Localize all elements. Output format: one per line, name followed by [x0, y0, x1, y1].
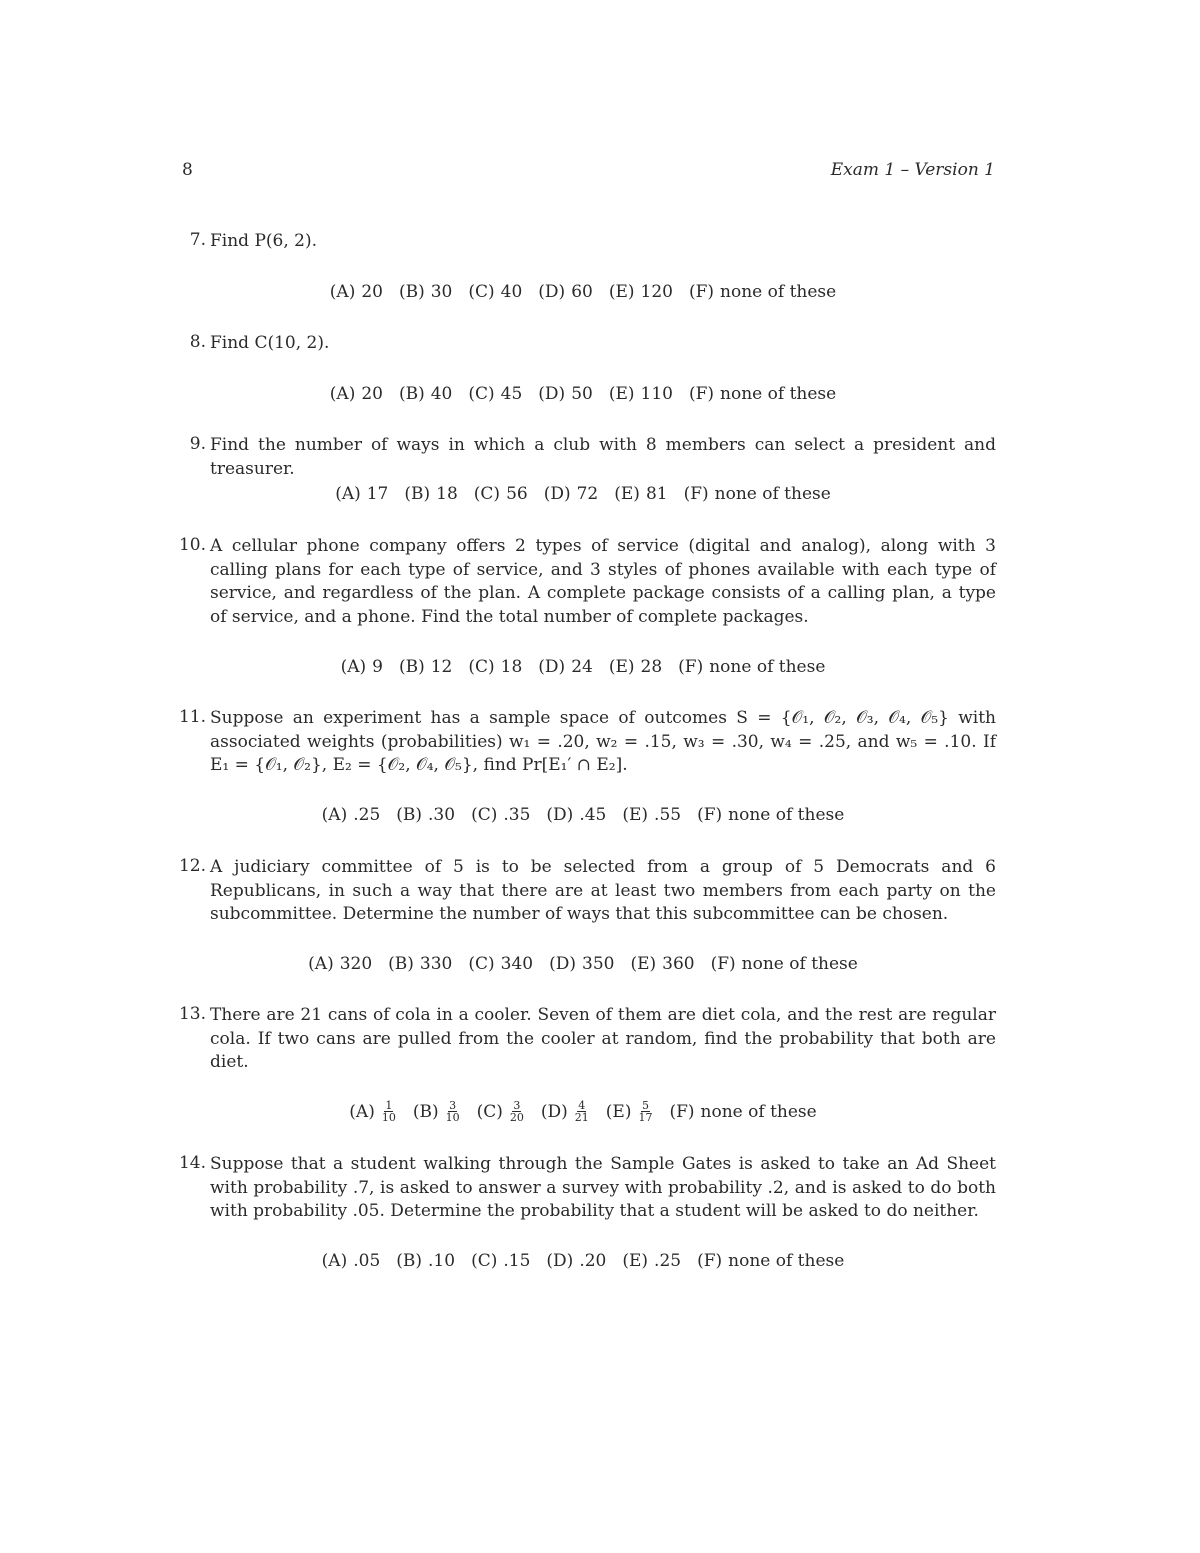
problem-14 — [170, 1153, 996, 1271]
problem-7 — [170, 230, 996, 302]
choice-e[interactable]: (E) 28 — [608, 657, 663, 677]
answer-choices — [170, 954, 996, 974]
problem-number: 8. — [189, 332, 206, 352]
problem-number: 7. — [189, 230, 206, 250]
problem-12 — [170, 856, 996, 974]
choice-c[interactable]: (C) 45 — [468, 384, 523, 404]
fraction: $\frac{3}{10}$ — [445, 1099, 460, 1124]
choice-a[interactable]: (A) 20 — [329, 384, 383, 404]
choice-d[interactable]: (D) 24 — [538, 657, 593, 677]
answer-choices — [170, 805, 996, 825]
answer-choices — [170, 1251, 996, 1271]
choice-d[interactable]: (D) .20 — [546, 1251, 607, 1271]
choice-e[interactable]: (E) 120 — [608, 282, 673, 302]
choice-a[interactable]: (A) 20 — [329, 282, 383, 302]
fraction: $\frac{1}{10}$ — [381, 1099, 396, 1124]
choice-b[interactable]: (B) 12 — [398, 657, 453, 677]
choice-c[interactable]: (C) 340 — [468, 954, 534, 974]
problem-8 — [170, 332, 996, 404]
problem-13 — [170, 1004, 996, 1124]
choice-c[interactable]: (C) .15 — [471, 1251, 531, 1271]
choice-e[interactable]: (E) 110 — [608, 384, 673, 404]
choice-c[interactable]: (C) 40 — [468, 282, 523, 302]
choice-f[interactable]: (F) none of these — [683, 484, 831, 504]
problem-text: Find C(10, 2). — [210, 333, 330, 353]
choice-a[interactable]: (A) 17 — [335, 484, 389, 504]
problem-text: Find P(6, 2). — [210, 231, 318, 251]
fraction: $\frac{3}{20}$ — [509, 1099, 524, 1124]
choice-a[interactable]: (A) $\frac{1}{10}$ — [349, 1099, 396, 1124]
problem-number: 14. — [178, 1153, 206, 1173]
choice-e[interactable]: (E) $\frac{5}{17}$ — [605, 1099, 653, 1124]
answer-choices — [170, 484, 996, 504]
choice-c[interactable]: (C) .35 — [471, 805, 531, 825]
page-number: 8 — [182, 160, 193, 180]
choice-a[interactable]: (A) .05 — [321, 1251, 381, 1271]
problem-text: A judiciary committee of 5 is to be selected from a group of 5 Democrats and 6 Republicans, in such a way that there are at least two members from each party on the subcommittee. Determine the number of ways that this subcommittee can be chosen. — [210, 857, 996, 924]
choice-b[interactable]: (B) $\frac{3}{10}$ — [412, 1099, 460, 1124]
fraction: $\frac{5}{17}$ — [638, 1099, 653, 1124]
problem-text: Find the number of ways in which a club with 8 members can select a president and treasurer. — [210, 435, 996, 479]
problem-number: 9. — [189, 434, 206, 454]
choice-f[interactable]: (F) none of these — [688, 384, 837, 404]
problem-number: 12. — [178, 856, 206, 876]
problem-number: 10. — [178, 535, 206, 555]
running-title: Exam 1 – Version 1 — [830, 160, 995, 180]
choice-c[interactable]: (C) 18 — [468, 657, 523, 677]
problem-number: 11. — [178, 707, 206, 727]
choice-b[interactable]: (B) .10 — [396, 1251, 456, 1271]
page-header — [182, 160, 995, 184]
choice-d[interactable]: (D) 350 — [549, 954, 615, 974]
problem-text: Suppose that a student walking through the Sample Gates is asked to take an Ad Sheet with probability .7, is asked to answer a survey with probability .2, and is asked to do both with probability .05. Determine the probability that a student will be asked to do neither. — [210, 1154, 996, 1221]
choice-e[interactable]: (E) 81 — [614, 484, 668, 504]
fraction: $\frac{4}{21}$ — [574, 1099, 589, 1124]
choice-b[interactable]: (B) 30 — [398, 282, 453, 302]
choice-b[interactable]: (B) .30 — [396, 805, 456, 825]
answer-choices — [170, 657, 996, 677]
choice-a[interactable]: (A) .25 — [321, 805, 381, 825]
problem-text: There are 21 cans of cola in a cooler. Seven of them are diet cola, and the rest are regular cola. If two cans are pulled from the cooler at random, find the probability that both are diet. — [210, 1005, 996, 1072]
choice-e[interactable]: (E) .55 — [622, 805, 682, 825]
choice-a[interactable]: (A) 9 — [340, 657, 383, 677]
choice-d[interactable]: (D) 50 — [538, 384, 593, 404]
choice-f[interactable]: (F) none of these — [697, 805, 845, 825]
problem-9 — [170, 434, 996, 504]
problem-text: Suppose an experiment has a sample space of outcomes S = {𝒪₁, 𝒪₂, 𝒪₃, 𝒪₄, 𝒪₅} with associated weights (probabilities) w₁ = .20, w₂ = .15, w₃ = .30, w₄ = .25, and w₅ = .10. If E₁ = {𝒪₁, 𝒪₂}, E₂ = {𝒪₂, 𝒪₄, 𝒪₅}, find Pr[E₁′ ∩ E₂]. — [210, 708, 996, 775]
choice-c[interactable]: (C) $\frac{3}{20}$ — [476, 1099, 524, 1124]
choice-d[interactable]: (D) .45 — [546, 805, 607, 825]
problem-11 — [170, 707, 996, 825]
choice-f[interactable]: (F) none of these — [688, 282, 837, 302]
choice-f[interactable]: (F) none of these — [669, 1101, 817, 1122]
choice-e[interactable]: (E) .25 — [622, 1251, 682, 1271]
choice-f[interactable]: (F) none of these — [710, 954, 858, 974]
problem-number: 13. — [178, 1004, 206, 1024]
choice-b[interactable]: (B) 18 — [404, 484, 458, 504]
choice-d[interactable]: (D) $\frac{4}{21}$ — [540, 1099, 589, 1124]
answer-choices — [170, 384, 996, 404]
choice-f[interactable]: (F) none of these — [678, 657, 826, 677]
choice-c[interactable]: (C) 56 — [473, 484, 528, 504]
choice-b[interactable]: (B) 330 — [388, 954, 453, 974]
choice-d[interactable]: (D) 60 — [538, 282, 593, 302]
choice-d[interactable]: (D) 72 — [543, 484, 599, 504]
choice-e[interactable]: (E) 360 — [630, 954, 695, 974]
problem-10 — [170, 535, 996, 677]
choice-f[interactable]: (F) none of these — [697, 1251, 845, 1271]
choice-a[interactable]: (A) 320 — [308, 954, 373, 974]
choice-b[interactable]: (B) 40 — [398, 384, 453, 404]
answer-choices — [170, 282, 996, 302]
problem-text: A cellular phone company offers 2 types of service (digital and analog), along with 3 calling plans for each type of service, and 3 styles of phones available with each type of service, and regardless of the plan. A complete package consists of a calling plan, a type of service, and a phone. Find the total number of complete packages. — [210, 536, 996, 627]
answer-choices — [170, 1100, 996, 1123]
